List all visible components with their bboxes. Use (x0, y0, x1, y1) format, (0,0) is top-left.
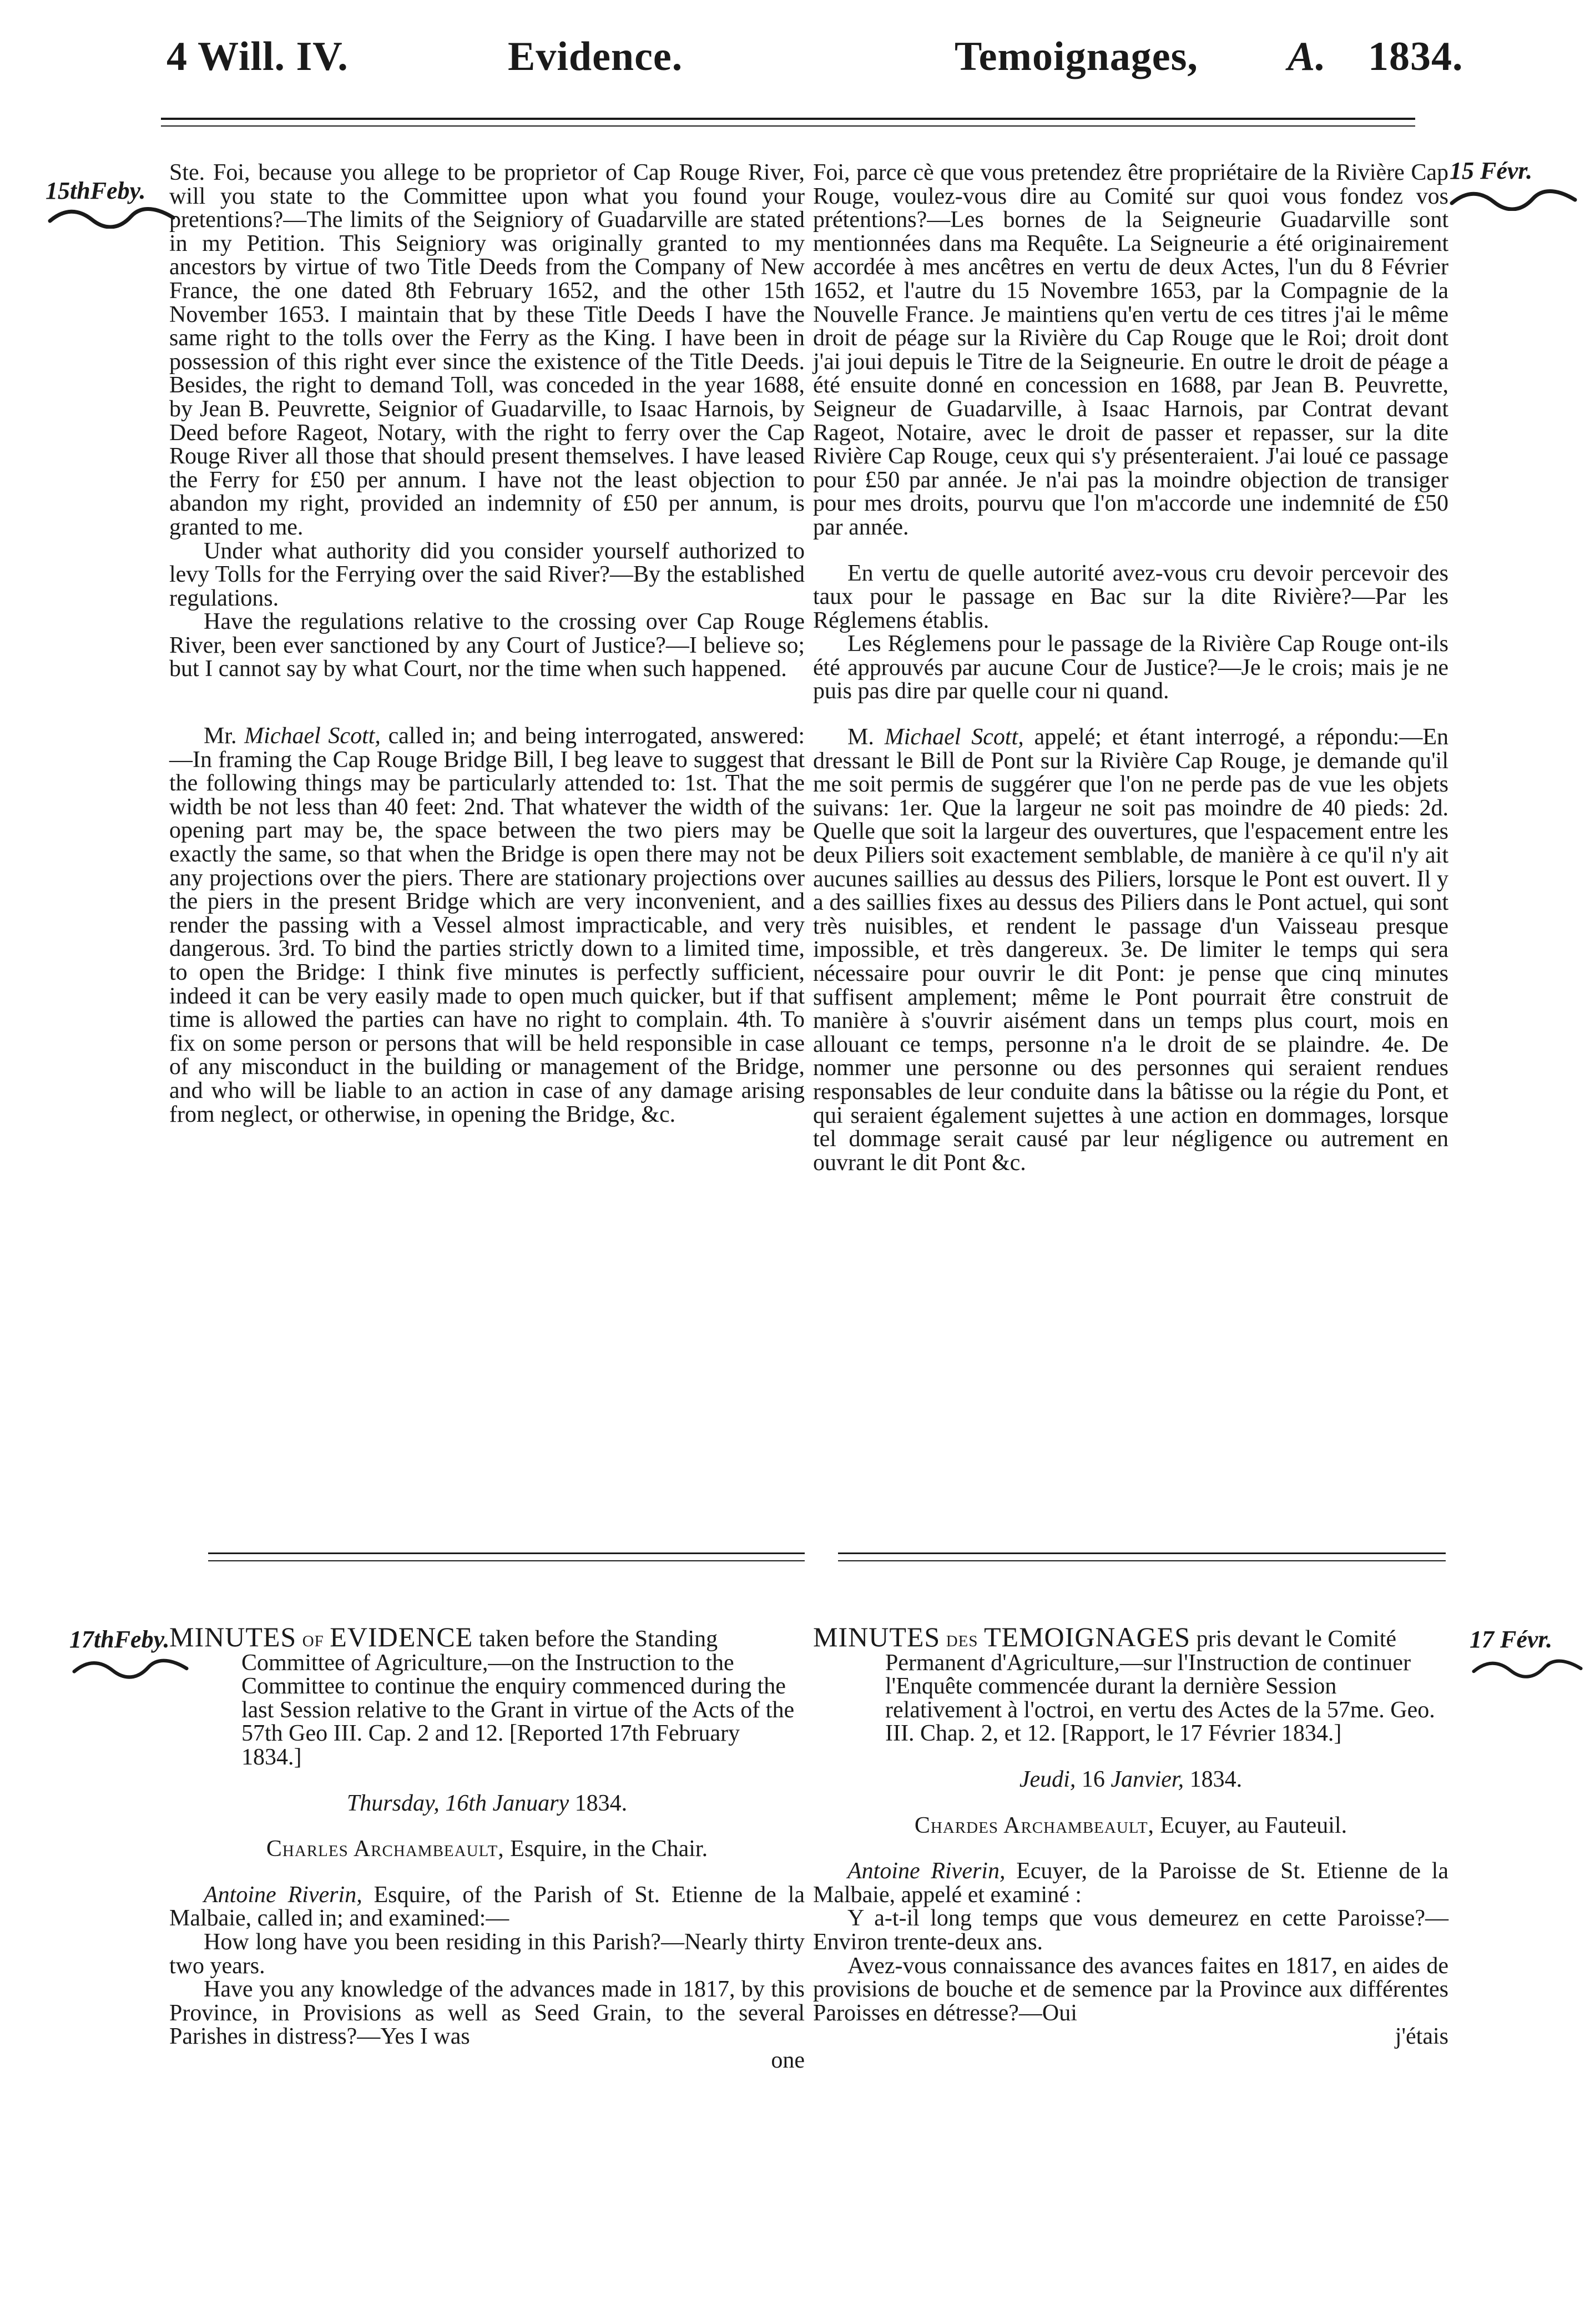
running-head-year: 1834. (1368, 34, 1463, 79)
fr-date-day: Jeudi, (1019, 1766, 1076, 1792)
en-chair-text: Esquire, in the Chair. (510, 1836, 708, 1862)
fr-chair-line (813, 1814, 1448, 1838)
en-catchword: one (771, 2047, 805, 2073)
en-date-year: 1834. (574, 1790, 628, 1816)
fr-temoignages-word: TEMOIGNAGES (984, 1621, 1191, 1652)
en-minutes-heading (169, 1621, 805, 1770)
en-scott-name: Michael Scott, (244, 723, 381, 749)
en-date-day: Thursday, (346, 1790, 440, 1816)
margin-date-en-2: 17thFeby. (69, 1626, 170, 1653)
margin-date-en-1: 15thFeby. (46, 177, 146, 204)
header-rule-thin (161, 125, 1415, 127)
fr-witness-name: Antoine Riverin, (847, 1858, 1006, 1884)
fr-witness-intro (813, 1859, 1448, 1907)
en-paragraph-ferry: Ste. Foi, because you allege to be proprietor of Cap Rouge River, will you state to the Committee upon what you found your pretentions?—The limits of the Seigniory of Guadarville are stated in my Petition. This Seigniory was originally granted to my ancestors by virtue of two Title Deeds from the Company of New France, the one dated 8th February 1652, and the other 15th November 1653. I maintain that by these Title Deeds I have the same right to the tolls over the Ferry as the King. I have been in possession of this right ever since the existence of the Title Deeds. Besides, the right to demand Toll, was conceded in the year 1688, by Jean B. Peuvrette, Seignior of Guadarville, to Isaac Harnois, by Deed before Rageot, Notary, with the right to ferry over the Cap Rouge River all those that should present themselves. I have leased the Ferry for £50 per annum. I have not the least objection to abandon my right, provided an indemnity of £50 per annum, is granted to me. (169, 160, 805, 540)
fr-question-regulations: Les Réglemens pour le passage de la Rivière Cap Rouge ont-ils été approuvés par aucune Cour de Justice?—Je le crois; mais je ne puis pas dire par quelle cour ni quand. (813, 631, 1448, 704)
section-rule-fr-bottom (838, 1560, 1446, 1561)
en-minutes-word: MINUTES (169, 1621, 297, 1652)
fr-catchword: j'étais (1395, 2024, 1448, 2050)
section-rule-en-bottom (208, 1560, 805, 1561)
english-column-2 (169, 1621, 805, 2073)
margin-date-fr-2: 17 Févr. (1470, 1626, 1553, 1653)
fr-date-year: 1834. (1189, 1766, 1243, 1792)
en-question-authority: Under what authority did you consider yourself authorized to levy Tolls for the Ferrying over the said River?—By the established regulations. (169, 538, 805, 611)
fr-sitting-date (813, 1768, 1448, 1792)
swash-ornament-icon (1450, 189, 1577, 211)
en-evidence-word: EVIDENCE (330, 1621, 473, 1652)
running-head-reign: 4 Will. IV. (166, 34, 349, 79)
header-rule-thick (161, 118, 1415, 120)
en-date-month: January (492, 1790, 569, 1816)
running-head-a: A. (1288, 34, 1326, 79)
fr-question-advances: Avez-vous connaissance des avances faites en 1817, en aides de provisions de bouche et de semence par la Province aux différentes Paroisses en détresse?—Oui (813, 1953, 1448, 2026)
fr-scott-title: M. (847, 724, 874, 750)
en-chair-line (169, 1837, 805, 1861)
fr-minutes-word: MINUTES (813, 1621, 941, 1652)
en-question-advances: Have you any knowledge of the advances made in 1817, by this Province, in Provisions as well as Seed Grain, to the several Parishes in distress?—Yes I was (169, 1977, 805, 2050)
fr-chair-text: Ecuyer, au Fauteuil. (1160, 1812, 1347, 1838)
fr-witness-text: Ecuyer, de la Paroisse de St. Etienne de la Malbaie, appelé et examiné : (813, 1858, 1448, 1908)
margin-date-fr-1: 15 Févr. (1450, 157, 1533, 184)
fr-chair-name: Chardes Archambeault, (914, 1812, 1155, 1838)
section-rule-en-top (208, 1552, 805, 1554)
running-head-temoignages: Temoignages, (955, 34, 1198, 79)
fr-minutes-heading-text: pris devant le Comité Permanent d'Agriculture,—sur l'Instruction de continuer l'Enquête commencée durant la dernière Session relativement à l'octroi, en vertu des Actes de la 57me. Geo. III. Chap. 2, et 12. [Rapport, le 17 Février 1834.] (885, 1626, 1435, 1747)
fr-date-num: 16 (1081, 1766, 1105, 1792)
en-question-regulations: Have the regulations relative to the crossing over Cap Rouge River, been ever sanctioned by any Court of Justice?—I believe so; but I cannot say by what Court, nor the time when such happened. (169, 609, 805, 682)
en-of-word: of (302, 1626, 324, 1652)
en-scott-text: called in; and being interrogated, answered:—In framing the Cap Rouge Bridge Bill, I beg leave to suggest that the following things may be particularly attended to: 1st. That the width be not less than 40 feet: 2nd. That whatever the width of the opening part may be, the space between the two piers may be exactly the same, so that when the Bridge is open there may not be any projections over the piers. There are stationary projections over the piers in the present Bridge which are very inconvenient, and render the passing with a Vessel almost impracticable, and very dangerous. 3rd. To bind the parties strictly down to a limited time, to open the Bridge: I think five minutes is perfectly sufficient, indeed it can be very easily made to open much quicker, but if that time is allowed the parties can have no right to complain. 4th. To fix on some person or persons that will be held responsible in case of any misconduct in the building or management of the Bridge, and who will be liable to an action in case of any damage arising from neglect, or otherwise, in opening the Bridge, &c. (169, 723, 805, 1127)
section-rule-fr-top (838, 1552, 1446, 1554)
fr-question-residence: Y a-t-il long temps que vous demeurez en cette Paroisse?—Environ trente-deux ans. (813, 1905, 1448, 1955)
french-column-1 (813, 161, 1448, 1174)
en-witness-name: Antoine Riverin, (204, 1882, 362, 1908)
french-column-2 (813, 1621, 1448, 2050)
en-question-residence: How long have you been residing in this Parish?—Nearly thirty two years. (169, 1929, 805, 1979)
fr-minutes-heading (813, 1621, 1448, 1747)
en-witness-text: Esquire, of the Parish of St. Etienne de la Malbaie, called in; and examined:— (169, 1882, 805, 1932)
en-chair-name: Charles Archambeault, (266, 1836, 504, 1862)
en-scott-testimony (169, 724, 805, 1126)
en-witness-intro (169, 1883, 805, 1930)
fr-date-month: Janvier, (1111, 1766, 1184, 1792)
en-scott-title: Mr. (204, 723, 237, 749)
swash-ornament-icon (1472, 1657, 1583, 1680)
en-sitting-date (169, 1792, 805, 1816)
fr-scott-testimony (813, 725, 1448, 1174)
fr-scott-text: appelé; et étant interrogé, a répondu:—En dressant le Bill de Pont sur la Rivière Cap Rouge, je demande qu'il me soit permis de suggérer que l'on ne perde pas de vue les objets suivans: 1er. Que la largeur ne soit pas moindre de 40 pieds: 2d. Quelle que soit la largeur des ouvertures, que l'espacement entre les deux Piliers soit exactement semblable, de manière à ce qu'il n'y ait aucunes saillies au dessus des Piliers, lorsque le Pont est ouvert. Il y a des saillies fixes au dessus des Piliers dans le Pont actuel, qui sont très nuisibles, et rendent le passage d'un Vaisseau presque impossible, et très dangereux. 3e. De limiter le temps qui sera nécessaire pour ouvrir le dit Pont: je pense que cinq minutes suffisent amplement; même le Pont pourrait être construit de manière à s'ouvrir aisément dans un temps plus court, mois en allouant ce temps, personne n'a le droit de se plaindre. 4e. De nommer une personne ou des personnes qui seraient rendues responsables de leur conduite dans la bâtisse ou la régie du Pont, et qui seraient également sujettes à une action en dommages, lorsque tel dommage serait causé par leur négligence ou autrement en ouvrant le dit Pont &c. (813, 724, 1449, 1176)
fr-question-authority: En vertu de quelle autorité avez-vous cru devoir percevoir des taux pour le passage en Bac sur la dite Rivière?—Par les Réglemens établis. (813, 560, 1448, 633)
en-minutes-heading-text: taken before the Standing Committee of Agriculture,—on the Instruction to the Committee to continue the enquiry commenced during the last Session relative to the Grant in virtue of the Acts of the 57th Geo III. Cap. 2 and 12. [Reported 17th February 1834.] (241, 1626, 795, 1770)
en-date-num: 16th (445, 1790, 487, 1816)
english-column-1 (169, 161, 805, 1126)
swash-ornament-icon (48, 206, 175, 229)
fr-des-word: des (946, 1626, 978, 1652)
running-head-evidence: Evidence. (508, 34, 683, 79)
fr-scott-name: Michael Scott, (884, 724, 1024, 750)
fr-paragraph-ferry: Foi, parce cè que vous pretendez être propriétaire de la Rivière Cap Rouge, voulez-vous dire au Comité sur quoi vous fondez vos prétentions?—Les bornes de la Seigneurie Guadarville sont mentionnées dans ma Requête. La Seigneurie a été originairement accordée à mes ancêtres en vertu de deux Actes, l'un du 8 Février 1652, et l'autre du 15 Novembre 1653, par la Compagnie de la Nouvelle France. Je maintiens qu'en vertu de ces titres j'ai le même droit de péage sur la Rivière du Cap Rouge que le Roi; droit dont j'ai joui depuis le Titre de la Seigneurie. En outre le droit de péage a été ensuite donné en concession en 1688, par Jean B. Peuvrette, Seigneur de Guadarville, à Isaac Harnois, par Contrat devant Rageot, Notaire, avec le droit de passer et repasser, sur la dite Rivière Cap Rouge, ceux qui s'y présenteraient. J'ai loué ce passage pour £50 par année. Je n'ai pas la moindre objection de transiger pour mes droits, pourvu que l'on m'accorde une indemnité de £50 par année. (813, 160, 1448, 540)
